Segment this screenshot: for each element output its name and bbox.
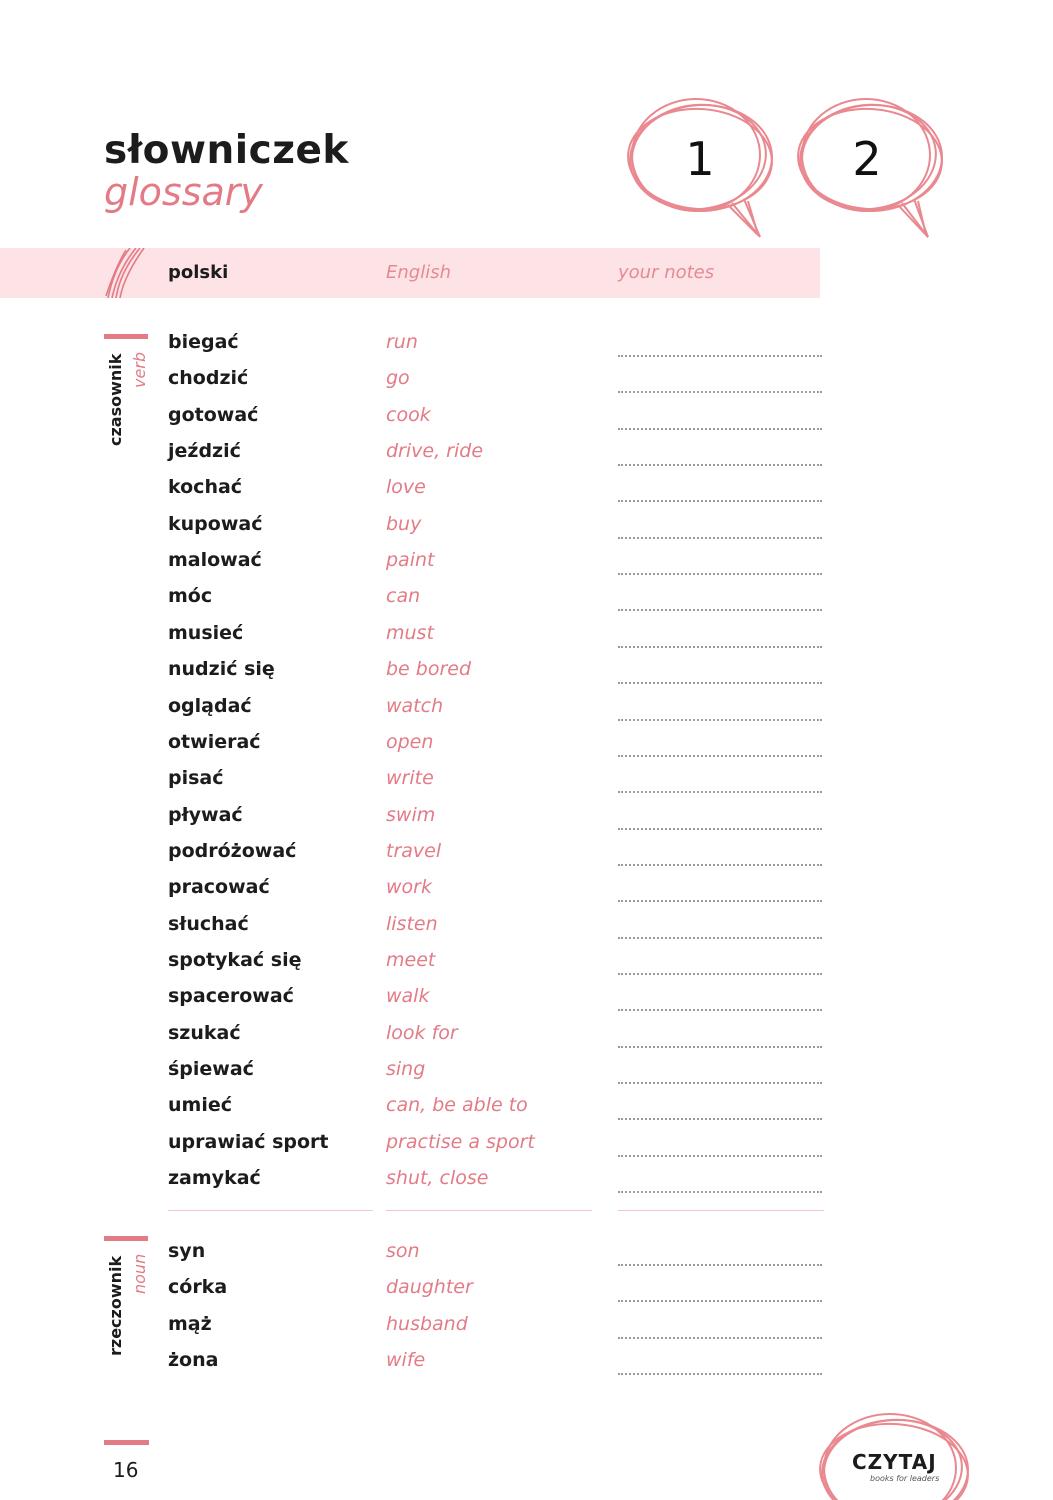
notes-line[interactable]	[618, 755, 822, 757]
entry-polish: jeździć	[168, 440, 241, 463]
entry-english: travel	[386, 839, 442, 862]
entry-polish: żona	[168, 1349, 219, 1372]
notes-line[interactable]	[618, 1373, 822, 1375]
entry-polish: szukać	[168, 1021, 241, 1044]
entry-english: swim	[386, 803, 436, 826]
entry-polish: pisać	[168, 767, 224, 790]
entry-english: husband	[386, 1312, 468, 1335]
entry-polish: spotykać się	[168, 948, 302, 971]
glossary-title-polish: słowniczek	[104, 128, 349, 173]
notes-line[interactable]	[618, 646, 822, 648]
notes-line[interactable]	[618, 1191, 822, 1193]
entry-polish: zamykać	[168, 1167, 261, 1190]
logo-text: CZYTAJ	[852, 1450, 937, 1474]
entry-english: daughter	[386, 1276, 473, 1299]
notes-line[interactable]	[618, 937, 822, 939]
notes-line[interactable]	[618, 864, 822, 866]
entry-english: can, be able to	[386, 1094, 528, 1117]
entry-english: listen	[386, 912, 438, 935]
section-divider	[386, 1210, 592, 1211]
entry-polish: oglądać	[168, 694, 252, 717]
notes-line[interactable]	[618, 719, 822, 721]
entry-english: look for	[386, 1021, 458, 1044]
section-marker-verb	[104, 334, 148, 339]
notes-line[interactable]	[618, 355, 822, 357]
notes-line[interactable]	[618, 500, 822, 502]
entry-polish: nudzić się	[168, 658, 275, 681]
entry-english: be bored	[386, 658, 472, 681]
entry-polish: malować	[168, 549, 262, 572]
entry-english: son	[386, 1240, 420, 1262]
entry-english: open	[386, 730, 434, 753]
notes-line[interactable]	[618, 1118, 822, 1120]
notes-line[interactable]	[618, 1155, 822, 1157]
entry-polish: pływać	[168, 803, 243, 826]
entry-polish: spacerować	[168, 985, 294, 1008]
entry-polish: pracować	[168, 876, 270, 899]
entry-polish: musieć	[168, 621, 244, 644]
page-number-marker	[104, 1440, 149, 1445]
notes-line[interactable]	[618, 1337, 822, 1339]
notes-line[interactable]	[618, 682, 822, 684]
entry-english: drive, ride	[386, 440, 484, 463]
notes-line[interactable]	[618, 1009, 822, 1011]
entry-polish: móc	[168, 585, 213, 608]
logo-tagline: books for leaders	[870, 1474, 940, 1483]
entry-english: must	[386, 621, 434, 644]
column-header-polish: polski	[168, 262, 229, 283]
entry-polish: uprawiać sport	[168, 1130, 329, 1153]
section-label-polish: rzeczownik	[106, 1255, 125, 1356]
notes-line[interactable]	[618, 1264, 822, 1266]
entry-english: watch	[386, 694, 444, 717]
entry-polish: podróżować	[168, 839, 297, 862]
section-label-polish: czasownik	[106, 353, 125, 446]
entry-polish: mąż	[168, 1312, 212, 1335]
entry-polish: córka	[168, 1276, 228, 1299]
column-header-notes: your notes	[618, 262, 715, 283]
entry-polish: chodzić	[168, 367, 249, 390]
entry-english: can	[386, 585, 421, 608]
notes-line[interactable]	[618, 609, 822, 611]
entry-english: run	[386, 331, 418, 353]
glossary-title-english: glossary	[104, 170, 263, 214]
notes-line[interactable]	[618, 973, 822, 975]
entry-english: love	[386, 476, 426, 499]
entry-english: shut, close	[386, 1167, 489, 1190]
entry-english: paint	[386, 549, 435, 572]
entry-polish: gotować	[168, 403, 259, 426]
notes-line[interactable]	[618, 1082, 822, 1084]
column-header-english: English	[386, 262, 451, 283]
entry-english: go	[386, 367, 410, 390]
entry-english: meet	[386, 948, 436, 971]
entry-english: wife	[386, 1349, 426, 1372]
section-marker-noun	[104, 1236, 148, 1241]
bubble-number-1: 1	[685, 132, 715, 186]
section-label-english: verb	[130, 351, 149, 388]
bubble-number-2: 2	[852, 132, 882, 186]
notes-line[interactable]	[618, 1046, 822, 1048]
entry-english: sing	[386, 1058, 426, 1080]
notes-line[interactable]	[618, 1300, 822, 1302]
entry-english: work	[386, 876, 432, 899]
notes-line[interactable]	[618, 537, 822, 539]
entry-polish: umieć	[168, 1094, 232, 1117]
entry-polish: kupować	[168, 512, 263, 535]
notes-line[interactable]	[618, 573, 822, 575]
notes-line[interactable]	[618, 464, 822, 466]
notes-line[interactable]	[618, 900, 822, 902]
entry-english: practise a sport	[386, 1130, 535, 1153]
entry-polish: słuchać	[168, 912, 249, 935]
entry-polish: kochać	[168, 476, 243, 499]
section-label-english: noun	[130, 1253, 149, 1294]
page-number: 16	[113, 1458, 139, 1482]
section-divider	[168, 1210, 373, 1211]
entry-english: cook	[386, 403, 431, 426]
entry-polish: biegać	[168, 331, 239, 353]
notes-line[interactable]	[618, 791, 822, 793]
entry-polish: otwierać	[168, 730, 261, 753]
scribble-decoration	[100, 248, 150, 298]
entry-polish: śpiewać	[168, 1058, 254, 1080]
entry-english: buy	[386, 512, 422, 535]
notes-line[interactable]	[618, 428, 822, 430]
section-divider	[618, 1210, 824, 1211]
entry-english: walk	[386, 985, 430, 1008]
entry-english: write	[386, 767, 434, 790]
notes-line[interactable]	[618, 828, 822, 830]
entry-polish: syn	[168, 1240, 206, 1262]
notes-line[interactable]	[618, 391, 822, 393]
